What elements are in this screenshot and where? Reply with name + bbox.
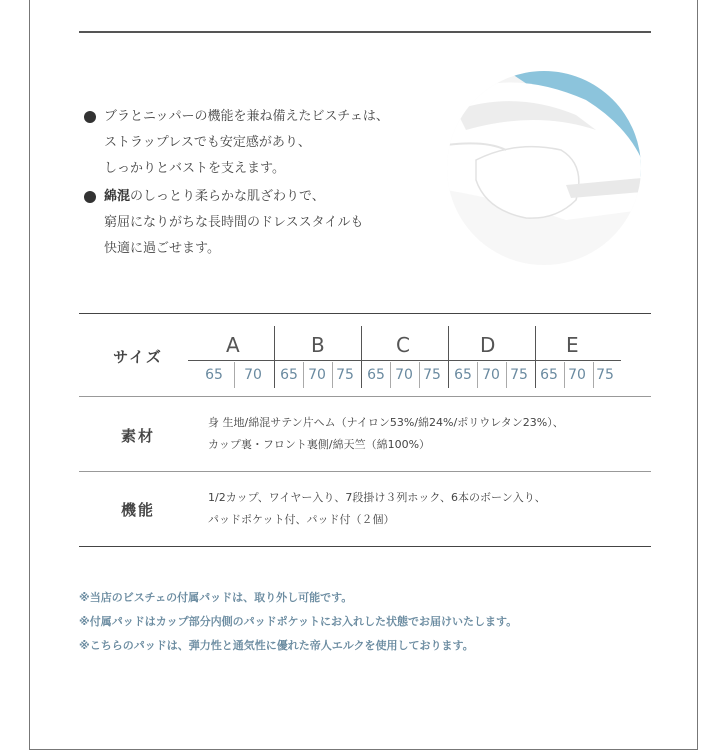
size-letter: E xyxy=(566,333,579,357)
material-line: カップ裏・フロント裏側/綿天竺（綿100%） xyxy=(208,438,431,451)
feature-item xyxy=(84,184,424,262)
feature-line: ブラとニッパーの機能を兼ね備えたビスチェは、 xyxy=(104,109,389,124)
feature-line: 快適に過ごせます。 xyxy=(104,241,220,256)
material-row-label: 素材 xyxy=(120,427,155,445)
size-column-divider xyxy=(448,326,449,388)
band-size: 75 xyxy=(510,367,528,383)
function-text xyxy=(208,487,546,531)
size-column-divider xyxy=(535,326,536,388)
product-photo xyxy=(446,70,642,266)
function-row-label: 機能 xyxy=(120,501,155,519)
band-size: 70 xyxy=(482,367,500,383)
top-divider xyxy=(79,31,651,33)
feature-list xyxy=(84,104,424,262)
note-line: ※付属パッドはカップ部分内側のパッドポケットにお入れした状態でお届けいたします。 xyxy=(79,615,518,628)
band-size: 70 xyxy=(395,367,413,383)
band-size: 70 xyxy=(308,367,326,383)
band-size: 65 xyxy=(205,367,223,383)
band-divider xyxy=(303,362,304,388)
size-letter: A xyxy=(226,333,240,357)
notes xyxy=(79,586,517,658)
band-size: 65 xyxy=(540,367,558,383)
size-column-divider xyxy=(274,326,275,388)
feature-line: 窮屈になりがちな長時間のドレススタイルも xyxy=(104,215,364,230)
note-line: ※当店のビスチェの付属パッドは、取り外し可能です。 xyxy=(79,591,353,604)
material-text xyxy=(208,412,564,456)
band-size: 70 xyxy=(244,367,262,383)
size-letter: D xyxy=(480,333,496,357)
size-letter: C xyxy=(396,333,410,357)
feature-line: ストラップレスでも安定感があり、 xyxy=(104,135,311,150)
feature-bold-word: 綿混 xyxy=(104,189,131,204)
bullet-dot xyxy=(84,111,96,123)
band-size: 70 xyxy=(568,367,586,383)
band-size: 65 xyxy=(367,367,385,383)
frame-left-border xyxy=(29,0,30,750)
size-column-divider xyxy=(361,326,362,388)
function-line: 1/2カップ、ワイヤー入り、7段掛け３列ホック、6本のボーン入り、 xyxy=(208,491,546,504)
size-header-rule xyxy=(188,360,621,361)
spec-row-divider xyxy=(79,471,651,472)
feature-item xyxy=(84,104,424,182)
note-line: ※こちらのパッドは、弾力性と通気性に優れた帝人エルクを使用しております。 xyxy=(79,639,474,652)
spec-table-top-rule xyxy=(79,313,651,314)
feature-line: しっかりとバストを支えます。 xyxy=(104,161,285,176)
band-divider xyxy=(234,362,235,388)
band-divider xyxy=(390,362,391,388)
spec-row-divider xyxy=(79,396,651,397)
band-divider xyxy=(477,362,478,388)
bullet-dot xyxy=(84,191,96,203)
feature-line xyxy=(104,184,424,210)
material-line: 身 生地/綿混サテン片ヘム（ナイロン53%/綿24%/ポリウレタン23%）、 xyxy=(208,416,564,429)
size-letter: B xyxy=(311,333,325,357)
spec-table-bottom-rule xyxy=(79,546,651,547)
function-line: パッドポケット付、パッド付（２個） xyxy=(208,513,395,526)
feature-line-rest: のしっとり柔らかな肌ざわりで、 xyxy=(130,189,325,204)
band-size: 65 xyxy=(280,367,298,383)
frame-right-border xyxy=(697,0,698,750)
band-size: 65 xyxy=(454,367,472,383)
band-size: 75 xyxy=(336,367,354,383)
band-size: 75 xyxy=(423,367,441,383)
size-row-label: サイズ xyxy=(113,348,163,366)
band-size: 75 xyxy=(596,367,614,383)
